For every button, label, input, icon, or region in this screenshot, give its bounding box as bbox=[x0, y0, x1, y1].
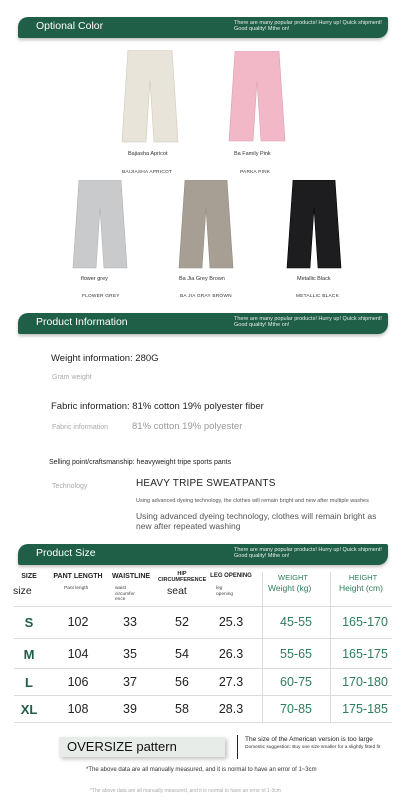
pant-shape bbox=[179, 180, 233, 268]
product-size-banner bbox=[18, 544, 388, 565]
table-row bbox=[0, 695, 405, 725]
pants-apricot bbox=[118, 50, 182, 146]
fabric-info: Fabric information: 81% cotton 19% polyester fiber bbox=[51, 401, 264, 412]
domestic-suggestion: Domestic suggestion: Buy one size smaller for a slightly fitted fit bbox=[245, 745, 381, 750]
table-row bbox=[0, 640, 405, 670]
banner-title: Product Size bbox=[36, 547, 96, 559]
tech-title: HEAVY TRIPE SWEATPANTS bbox=[136, 478, 276, 489]
color-label-pink: Ba Family Pink bbox=[234, 151, 271, 157]
subheader-seat: seat bbox=[167, 585, 187, 597]
weight-info: Weight information: 280G bbox=[51, 353, 159, 364]
subheader-weight: Weight (kg) bbox=[268, 583, 312, 593]
table-row bbox=[0, 608, 405, 638]
cell-hip: 52 bbox=[175, 615, 189, 629]
cell-weight: 60-75 bbox=[280, 675, 312, 689]
tech-sub: Technology bbox=[52, 483, 88, 490]
divider bbox=[14, 722, 392, 723]
cell-weight: 70-85 bbox=[280, 702, 312, 716]
measure-note: *The above data are all manually measured, and it is normal to have an error of 1~3cm bbox=[86, 767, 317, 773]
cell-height: 165-170 bbox=[342, 615, 388, 629]
banner-note: There are many popular products! Hurry up! Quick shipment! Good quality! Mthe on! bbox=[234, 316, 382, 328]
fabric-value: 81% cotton 19% polyester bbox=[132, 421, 243, 432]
cell-leg: 26.3 bbox=[218, 647, 244, 661]
cell-size: XL bbox=[20, 702, 38, 717]
pant-shape bbox=[287, 180, 341, 268]
cell-weight: 55-65 bbox=[280, 647, 312, 661]
cell-hip: 56 bbox=[175, 675, 189, 689]
subheader-waist: waist circumfer ence bbox=[115, 586, 135, 602]
cell-waist: 33 bbox=[123, 615, 137, 629]
product-information-banner bbox=[18, 313, 388, 334]
tech-big: Using advanced dyeing technology, clothes will remain bright as new after repeated washing bbox=[136, 511, 377, 531]
cell-waist: 35 bbox=[123, 647, 137, 661]
pant-shape bbox=[122, 50, 178, 142]
banner-title: Product Information bbox=[36, 316, 128, 328]
weight-sub: Gram weight bbox=[52, 374, 92, 381]
banner-title: Optional Color bbox=[36, 20, 104, 32]
color-code-pink: PARKA PINK bbox=[240, 170, 271, 175]
color-label-apricot: Bajiasha Apricot bbox=[128, 151, 168, 157]
cell-leg: 27.3 bbox=[218, 675, 244, 689]
subheader-leg-opening: leg opening bbox=[216, 586, 234, 597]
subheader-height: Height (cm) bbox=[339, 583, 383, 593]
cell-height: 175-185 bbox=[342, 702, 388, 716]
header-pant-length: PANT LENGTH bbox=[53, 573, 103, 580]
header-weight: WEIGHT bbox=[278, 573, 308, 582]
color-code-grey-brown: BA JIA GRAY BROWN bbox=[180, 294, 232, 299]
selling-point: Selling point/craftsmanship: heavyweight tripe sports pants bbox=[49, 459, 232, 466]
banner-note: There are many popular products! Hurry up! Quick shipment! Good quality! Mthe on! bbox=[234, 20, 382, 32]
oversize-label: OVERSIZE pattern bbox=[67, 739, 177, 754]
color-code-black: METALLIC BLACK bbox=[296, 294, 339, 299]
pants-grey bbox=[70, 180, 130, 272]
cell-pant-length: 106 bbox=[67, 675, 89, 689]
color-code-grey: FLOWER GREY bbox=[82, 294, 120, 299]
table-row bbox=[0, 668, 405, 698]
cell-waist: 37 bbox=[123, 675, 137, 689]
cell-leg: 28.3 bbox=[218, 702, 244, 716]
header-height: HEIGHT bbox=[348, 573, 378, 582]
color-label-grey: flower grey bbox=[81, 276, 108, 282]
subheader-pant-length: Pant length bbox=[64, 586, 89, 591]
footer-divider bbox=[237, 735, 238, 759]
pant-shape bbox=[229, 51, 285, 141]
cell-pant-length: 104 bbox=[67, 647, 89, 661]
pants-grey-brown bbox=[176, 180, 236, 272]
color-label-black: Metallic Black bbox=[297, 276, 331, 282]
cell-waist: 39 bbox=[123, 702, 137, 716]
cell-pant-length: 108 bbox=[67, 702, 89, 716]
pants-black bbox=[284, 180, 344, 272]
measure-note-faint: *The above data are all manually measured, and it is normal to have an error of 1-3cm bbox=[90, 788, 281, 794]
header-size: SIZE bbox=[21, 573, 37, 580]
header-leg-opening: LEG OPENING bbox=[210, 573, 252, 579]
tech-small: Using advanced dyeing technology, the clothes will remain bright and new after multiple washes bbox=[136, 498, 369, 504]
header-hip: HIP CIRCUMFERENCE bbox=[158, 571, 207, 583]
subheader-size: size bbox=[13, 585, 32, 597]
color-label-grey-brown: Ba Jia Grey Brown bbox=[179, 276, 225, 282]
header-waistline: WAISTLINE bbox=[111, 573, 151, 580]
cell-height: 170-180 bbox=[342, 675, 388, 689]
cell-size: L bbox=[25, 675, 33, 690]
optional-color-banner bbox=[18, 17, 388, 38]
fabric-sub: Fabric information bbox=[52, 424, 109, 431]
cell-height: 165-175 bbox=[342, 647, 388, 661]
pants-pink bbox=[225, 51, 289, 144]
banner-note: There are many popular products! Hurry up! Quick shipment! Good quality! Mthe on! bbox=[234, 547, 382, 559]
oversize-badge bbox=[59, 737, 225, 757]
cell-pant-length: 102 bbox=[67, 615, 89, 629]
cell-leg: 25.3 bbox=[218, 615, 244, 629]
american-size-note: The size of the American version is too large bbox=[245, 736, 373, 743]
cell-hip: 54 bbox=[175, 647, 189, 661]
divider bbox=[14, 638, 392, 639]
color-code-apricot: BAIJIASHA APRICOT bbox=[122, 170, 173, 175]
cell-size: M bbox=[23, 647, 35, 662]
cell-weight: 45-55 bbox=[280, 615, 312, 629]
pant-shape bbox=[73, 180, 127, 268]
divider bbox=[14, 606, 392, 607]
cell-hip: 58 bbox=[175, 702, 189, 716]
cell-size: S bbox=[24, 615, 34, 630]
